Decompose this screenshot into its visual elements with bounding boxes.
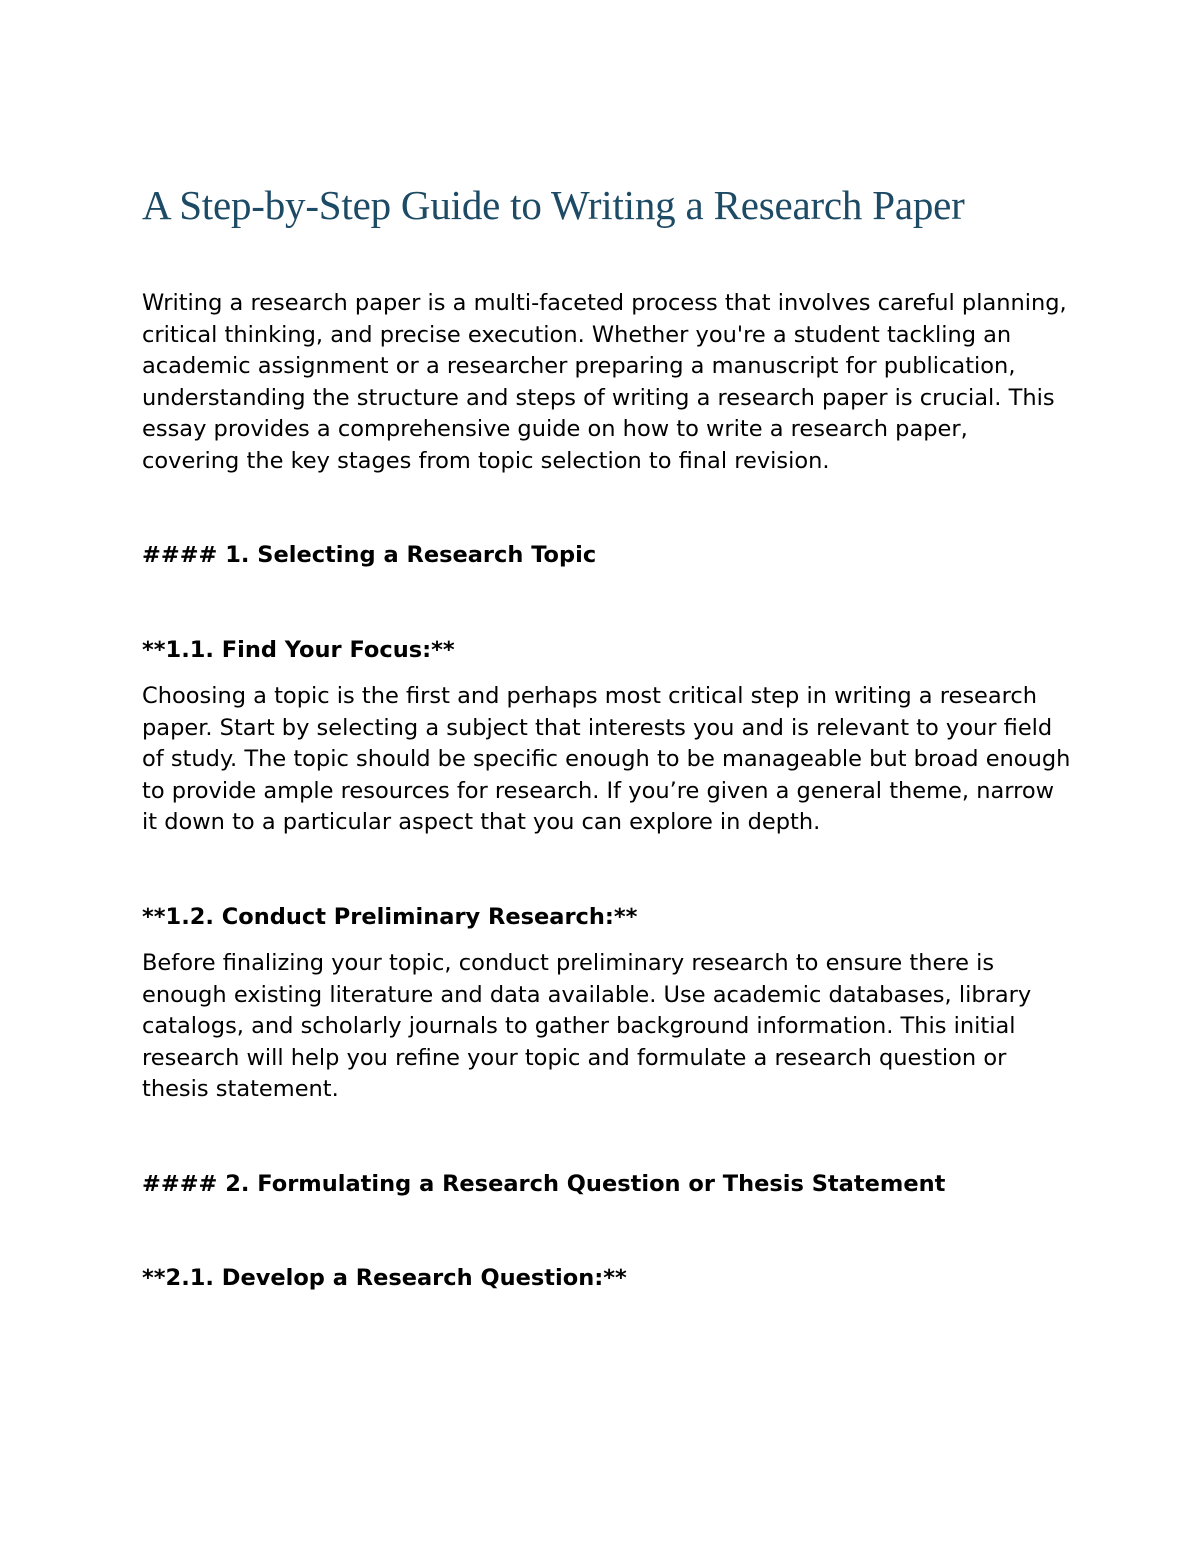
subsection-1-2-heading: **1.2. Conduct Preliminary Research:** <box>142 903 638 930</box>
document-title: A Step-by-Step Guide to Writing a Research Paper <box>142 182 965 228</box>
subsection-1-1-paragraph: Choosing a topic is the first and perhaps most critical step in writing a research paper. Start by selecting a subject that interests you and is relevant to your field of study. The topic should be specific enough to be manageable but broad enough to provide ample resources for research. If you’re given a general theme, narrow it down to a particular aspect that you can explore in depth. <box>142 683 1071 835</box>
subsection-2-1-heading: **2.1. Develop a Research Question:** <box>142 1265 627 1291</box>
document-content <box>142 180 1072 1295</box>
subsection-1-1-heading: **1.1. Find Your Focus:** <box>142 636 455 663</box>
section-2-heading: #### 2. Formulating a Research Question or Thesis Statement <box>142 1170 946 1197</box>
intro-paragraph: Writing a research paper is a multi-faceted process that involves careful planning, critical thinking, and precise execution. Whether you're a student tackling an academic assignment or a researcher preparing a manuscript for publication, understanding the structure and steps of writing a research paper is crucial. This essay provides a comprehensive guide on how to write a research paper, covering the key stages from topic selection to final revision. <box>142 290 1067 474</box>
subsection-1-2-paragraph: Before finalizing your topic, conduct preliminary research to ensure there is enough existing literature and data available. Use academic databases, library catalogs, and scholarly journals to gather background information. This initial research will help you refine your topic and formulate a research question or thesis statement. <box>142 950 1032 1102</box>
section-1-heading: #### 1. Selecting a Research Topic <box>142 542 597 568</box>
